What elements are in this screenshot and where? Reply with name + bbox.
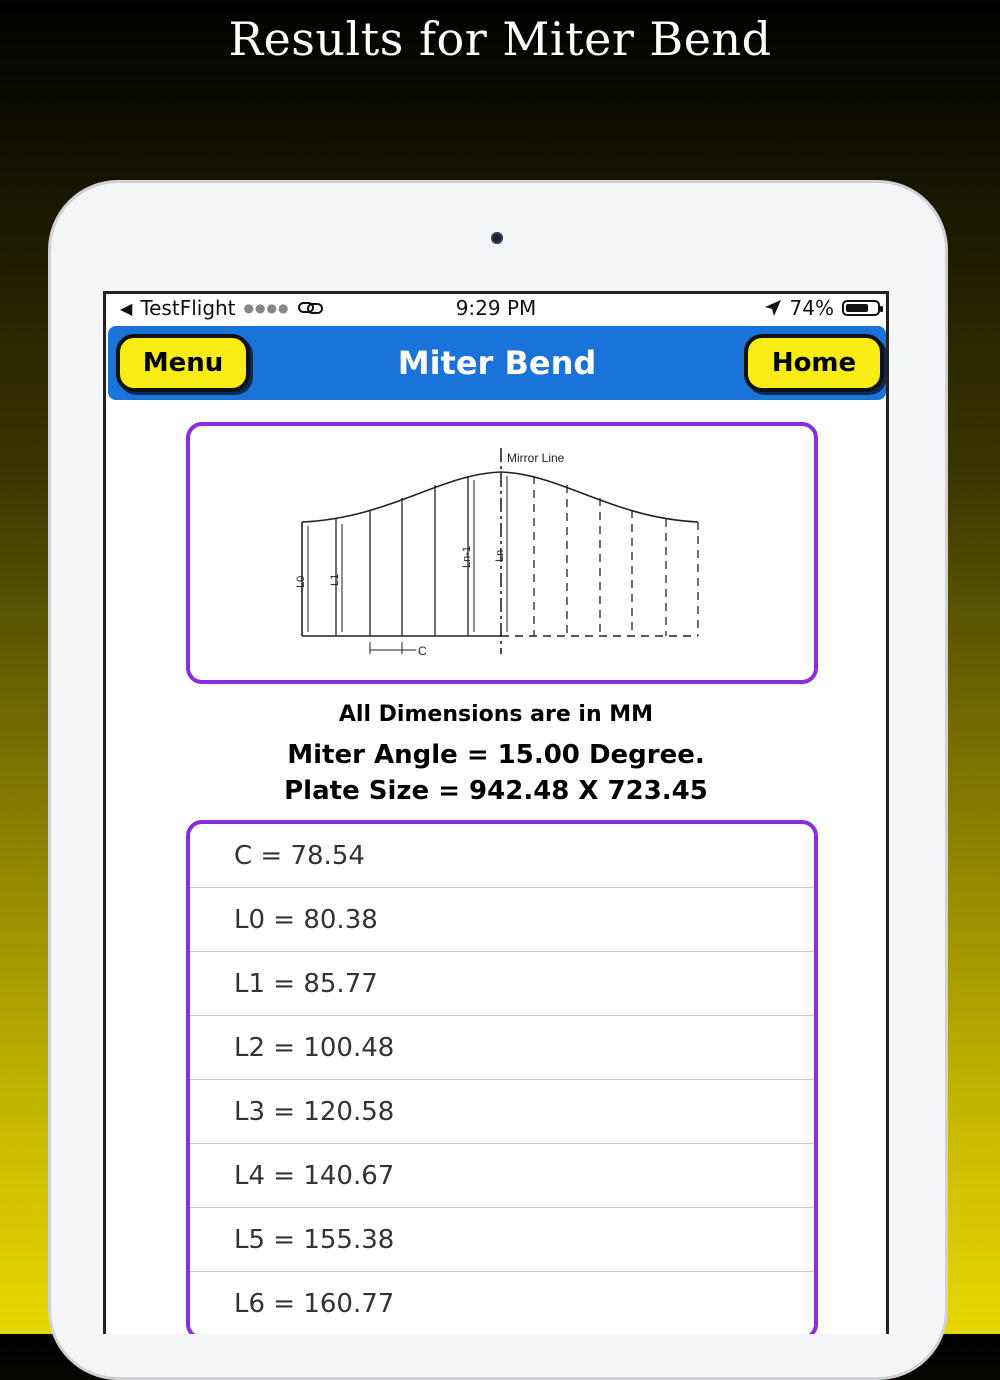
diagram-label-c: C	[418, 644, 427, 658]
status-bar	[106, 294, 886, 324]
result-row-l5: L5 = 155.38	[190, 1208, 814, 1272]
result-row-l3: L3 = 120.58	[190, 1080, 814, 1144]
nav-bar	[108, 326, 886, 400]
battery-tip	[880, 306, 883, 312]
results-list	[186, 820, 818, 1334]
status-right-group	[764, 296, 880, 320]
result-row-l6: L6 = 160.77	[190, 1272, 814, 1334]
diagram-label-l0: L0	[295, 575, 307, 588]
plate-size-text: Plate Size = 942.48 X 723.45	[284, 776, 708, 806]
nav-title: Miter Bend	[397, 344, 597, 382]
diagram-label-ln: Ln	[494, 549, 506, 562]
result-row-c: C = 78.54	[190, 824, 814, 888]
result-row-l2: L2 = 100.48	[190, 1016, 814, 1080]
menu-button[interactable]: Menu	[116, 334, 250, 392]
location-arrow-icon	[764, 299, 782, 317]
result-row-l0: L0 = 80.38	[190, 888, 814, 952]
battery-icon	[842, 300, 880, 316]
camera-icon	[491, 232, 503, 244]
diagram-label-mirror-line: Mirror Line	[507, 451, 565, 465]
status-time: 9:29 PM	[455, 296, 537, 320]
signal-dots-icon: ●●●●	[243, 301, 290, 315]
status-back-app: TestFlight	[140, 296, 236, 320]
miter-diagram-frame	[186, 422, 818, 684]
diagram-label-ln1: Ln-1	[461, 545, 473, 568]
home-button[interactable]: Home	[744, 334, 884, 392]
battery-percent: 74%	[789, 296, 834, 320]
result-row-l4: L4 = 140.67	[190, 1144, 814, 1208]
units-note: All Dimensions are in MM	[338, 702, 654, 727]
miter-diagram	[190, 426, 814, 680]
result-row-l1: L1 = 85.77	[190, 952, 814, 1016]
back-triangle-icon: ◀	[120, 298, 133, 318]
diagram-curve	[302, 472, 698, 522]
device-screen	[103, 291, 889, 1334]
diagram-label-l1: L1	[329, 573, 341, 586]
battery-fill	[846, 304, 868, 312]
miter-angle-text: Miter Angle = 15.00 Degree.	[287, 740, 705, 770]
page-headline: Results for Miter Bend	[228, 12, 772, 66]
